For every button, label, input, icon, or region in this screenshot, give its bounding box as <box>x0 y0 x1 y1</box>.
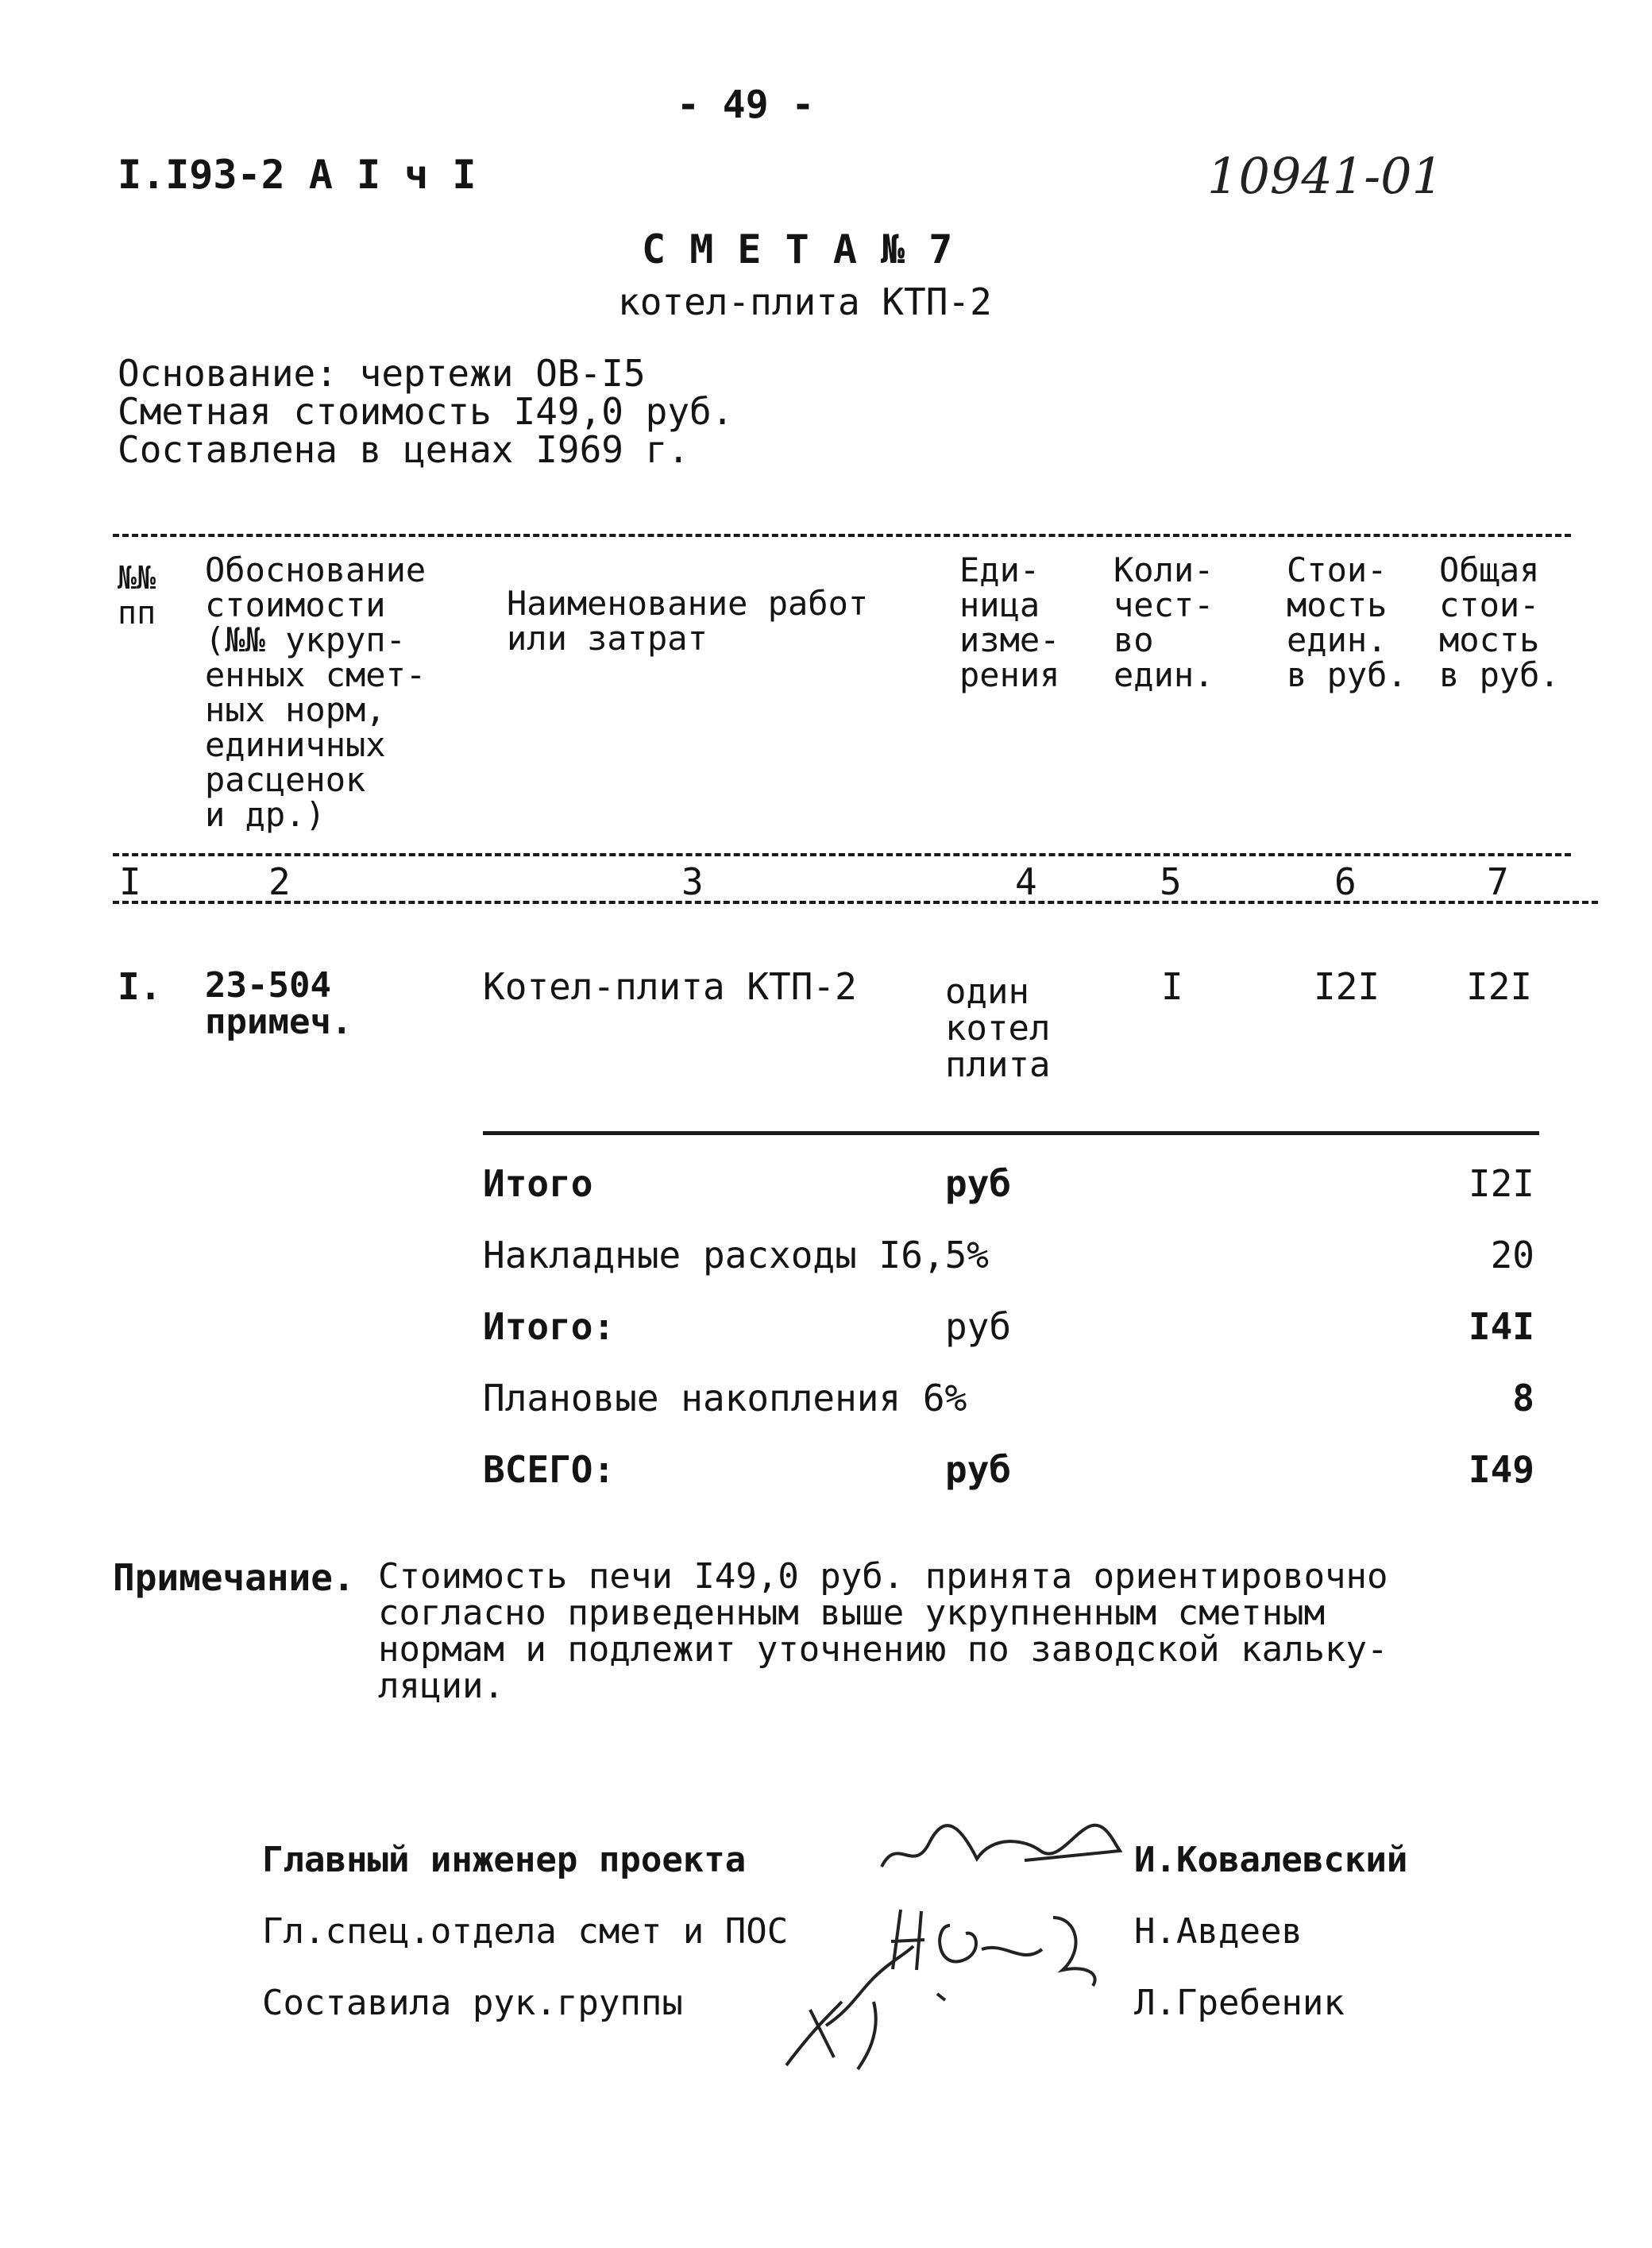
note-label: Примечание. <box>113 1556 355 1599</box>
note-text: Стоимость печи I49,0 руб. принята ориентировочно согласно приведенным выше укрупненным сметным нормам и подлежит уточнению по заводской кальку- ляции. <box>378 1556 1388 1706</box>
summary-3-unit: руб <box>945 1305 1012 1348</box>
summary-1-unit: руб <box>945 1162 1012 1205</box>
basis-line-1: Основание: чертежи ОВ-I5 <box>118 352 646 395</box>
signature-3-name: Л.Гребеник <box>1134 1983 1345 2023</box>
summary-2-value: 20 <box>1490 1234 1534 1277</box>
totals-rule <box>483 1131 1539 1135</box>
row-1-total: I2I <box>1466 965 1533 1008</box>
signature-2-name: Н.Авдеев <box>1134 1911 1303 1952</box>
page-number: - 49 - <box>677 83 815 127</box>
col-number-3: 3 <box>681 860 704 903</box>
summary-1-label: Итого <box>483 1162 593 1205</box>
summary-3-value: I4I <box>1468 1305 1534 1348</box>
archive-number: 10941-01 <box>1207 147 1444 205</box>
header-bottom-rule <box>113 853 1571 856</box>
signature-3-role: Составила рук.группы <box>262 1983 683 2023</box>
basis-line-3: Составлена в ценах I969 г. <box>118 428 690 471</box>
signature-2-role: Гл.спец.отдела смет и ПОС <box>262 1911 789 1952</box>
table-top-rule <box>113 534 1571 537</box>
summary-1-value: I2I <box>1468 1162 1534 1205</box>
header-col-5: Коли- чест- во един. <box>1114 550 1214 694</box>
document-code: I.I93-2 А I ч I <box>118 152 477 198</box>
col-number-2: 2 <box>268 860 291 903</box>
header-col-7: Общая стои- мость в руб. <box>1439 550 1560 694</box>
signature-1-name: И.Ковалевский <box>1134 1840 1408 1880</box>
summary-4-label: Плановые накопления 6% <box>483 1377 967 1419</box>
row-1-number: I. <box>118 965 162 1008</box>
document-title: С М Е Т А № 7 <box>642 226 953 272</box>
summary-5-value: I49 <box>1468 1448 1534 1491</box>
col-number-4: 4 <box>1015 860 1037 903</box>
col-number-6: 6 <box>1334 860 1357 903</box>
col-number-7: 7 <box>1487 860 1509 903</box>
row-1-qty: I <box>1161 965 1183 1008</box>
header-col-1: №№ пп <box>118 560 156 632</box>
header-col-3: Наименование работ или затрат <box>507 584 869 658</box>
basis-line-2: Сметная стоимость I49,0 руб. <box>118 390 734 433</box>
summary-4-value: 8 <box>1512 1377 1534 1419</box>
col-number-1: I <box>119 860 141 903</box>
signature-1-scribble <box>874 1803 1128 1891</box>
summary-3-label: Итого: <box>483 1305 616 1348</box>
signature-3-scribble <box>778 1938 985 2073</box>
header-col-4: Еди- ница изме- рения <box>959 550 1060 694</box>
summary-2-label: Накладные расходы I6,5% <box>483 1234 989 1277</box>
col-number-5: 5 <box>1160 860 1182 903</box>
signature-1-role: Главный инженер проекта <box>262 1840 747 1880</box>
header-col-2: Обоснование стоимости (№№ укруп- енных смет- ных норм, единичных расценок и др.) <box>205 550 427 834</box>
summary-5-label: ВСЕГО: <box>483 1448 616 1491</box>
row-1-basis: 23-504 примеч. <box>205 965 353 1042</box>
row-1-unit: один котел плита <box>945 971 1051 1085</box>
row-1-name: Котел-плита КТП-2 <box>483 965 857 1008</box>
summary-5-unit: руб <box>945 1448 1012 1491</box>
header-col-6: Стои- мость един. в руб. <box>1287 550 1407 694</box>
row-1-unit-cost: I2I <box>1314 965 1380 1008</box>
col-number-rule <box>113 901 1598 904</box>
document-subtitle: котел-плита КТП-2 <box>618 280 992 323</box>
